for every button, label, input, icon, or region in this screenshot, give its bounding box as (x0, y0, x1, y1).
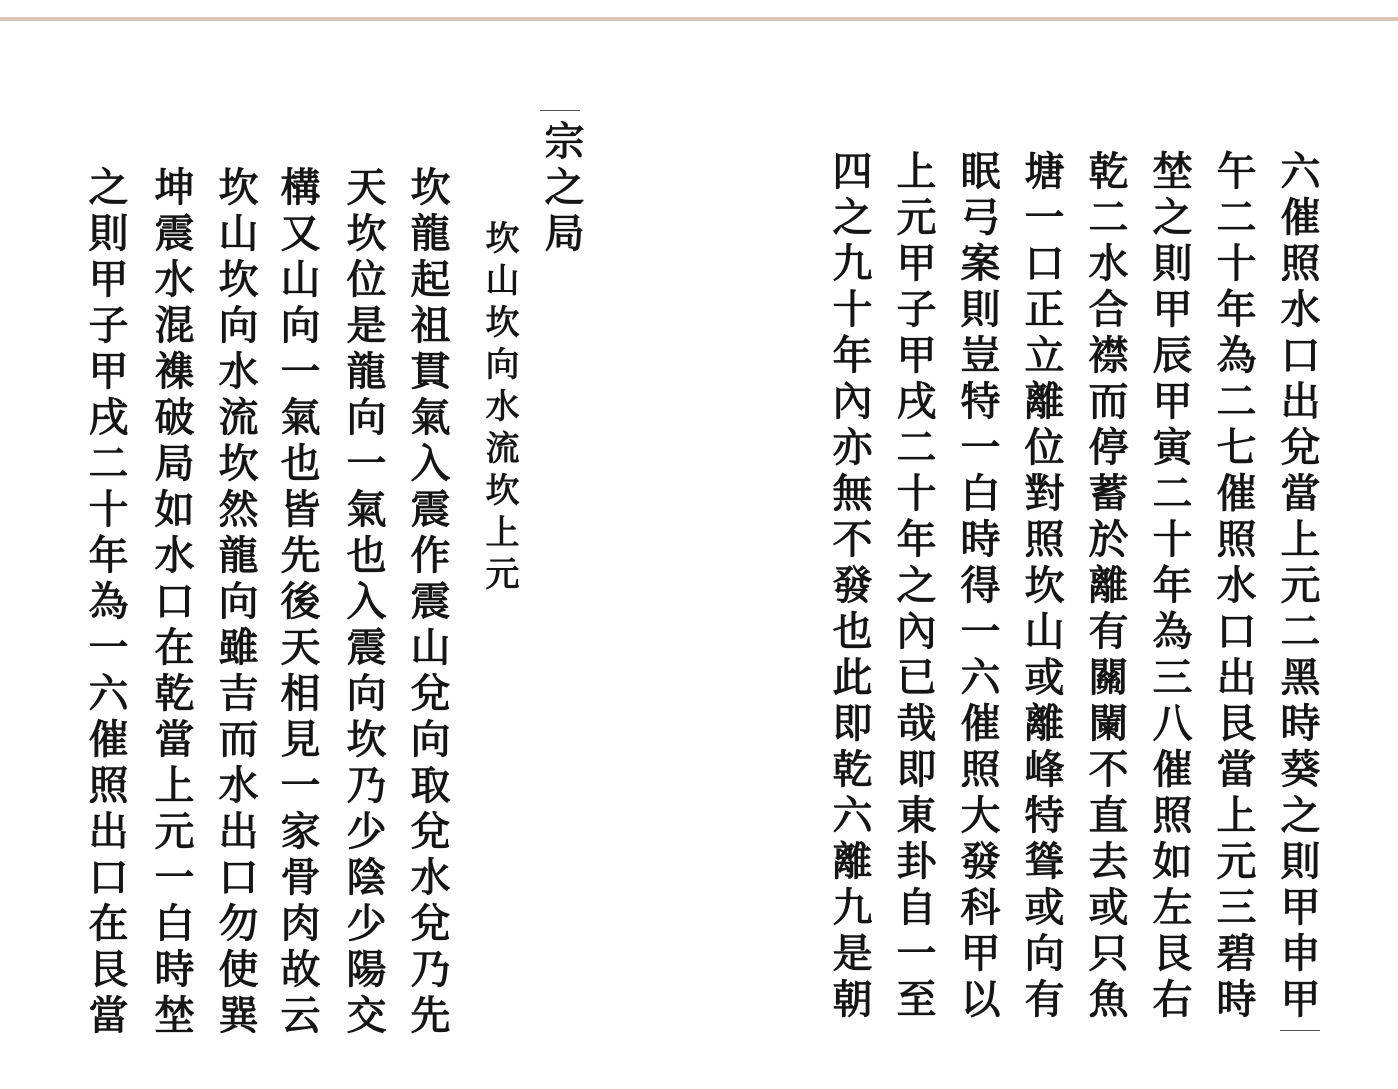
text-column: 塘一口正立離位對照坎山或離峰特聳或向有 (1018, 150, 1065, 1024)
right-page (800, 40, 1360, 1080)
text-column: 坎龍起祖貫氣入震作震山兌向取兌水兌乃先 (404, 166, 451, 1040)
text-column: 之則甲子甲戌二十年為一六催照出口在艮當 (82, 166, 129, 1040)
text-column: 四之九十年內亦無不發也此即乾六離九是朝 (826, 150, 873, 1024)
text-column: 天坎位是龍向一氣也入震向坎乃少陰少陽交 (340, 166, 387, 1040)
column-end-rule (1280, 1030, 1320, 1031)
text-column: 構又山向一氣也皆先後天相見一家骨肉故云 (274, 166, 321, 1040)
text-column: 上元甲子甲戌二十年之內已哉即東卦自一至 (890, 150, 937, 1024)
text-column: 六催照水口出兌當上元二黑時葵之則甲申甲 (1274, 150, 1321, 1024)
text-column: 坎山坎向水流坎然龍向雖吉而水出口勿使巽 (212, 166, 259, 1040)
text-column: 午二十年為二七催照水口出艮當上元三碧時 (1210, 150, 1257, 1024)
text-column: 埜之則甲辰甲寅二十年為三八催照如左艮右 (1146, 150, 1193, 1024)
section-subtitle: 坎山坎向水流坎上元 (479, 220, 519, 598)
left-page (60, 40, 620, 1080)
text-column: 眠弓案則豈特一白時得一六催照大發科甲以 (954, 150, 1001, 1024)
title-rule (540, 110, 580, 111)
scan-top-edge (0, 0, 1398, 21)
text-column: 乾二水合襟而停蓄於離有關闌不直去或只魚 (1082, 150, 1129, 1024)
text-column: 坤震水混襍破局如水口在乾當上元一白時埜 (148, 166, 195, 1040)
section-title: 宗之局 (538, 120, 585, 258)
